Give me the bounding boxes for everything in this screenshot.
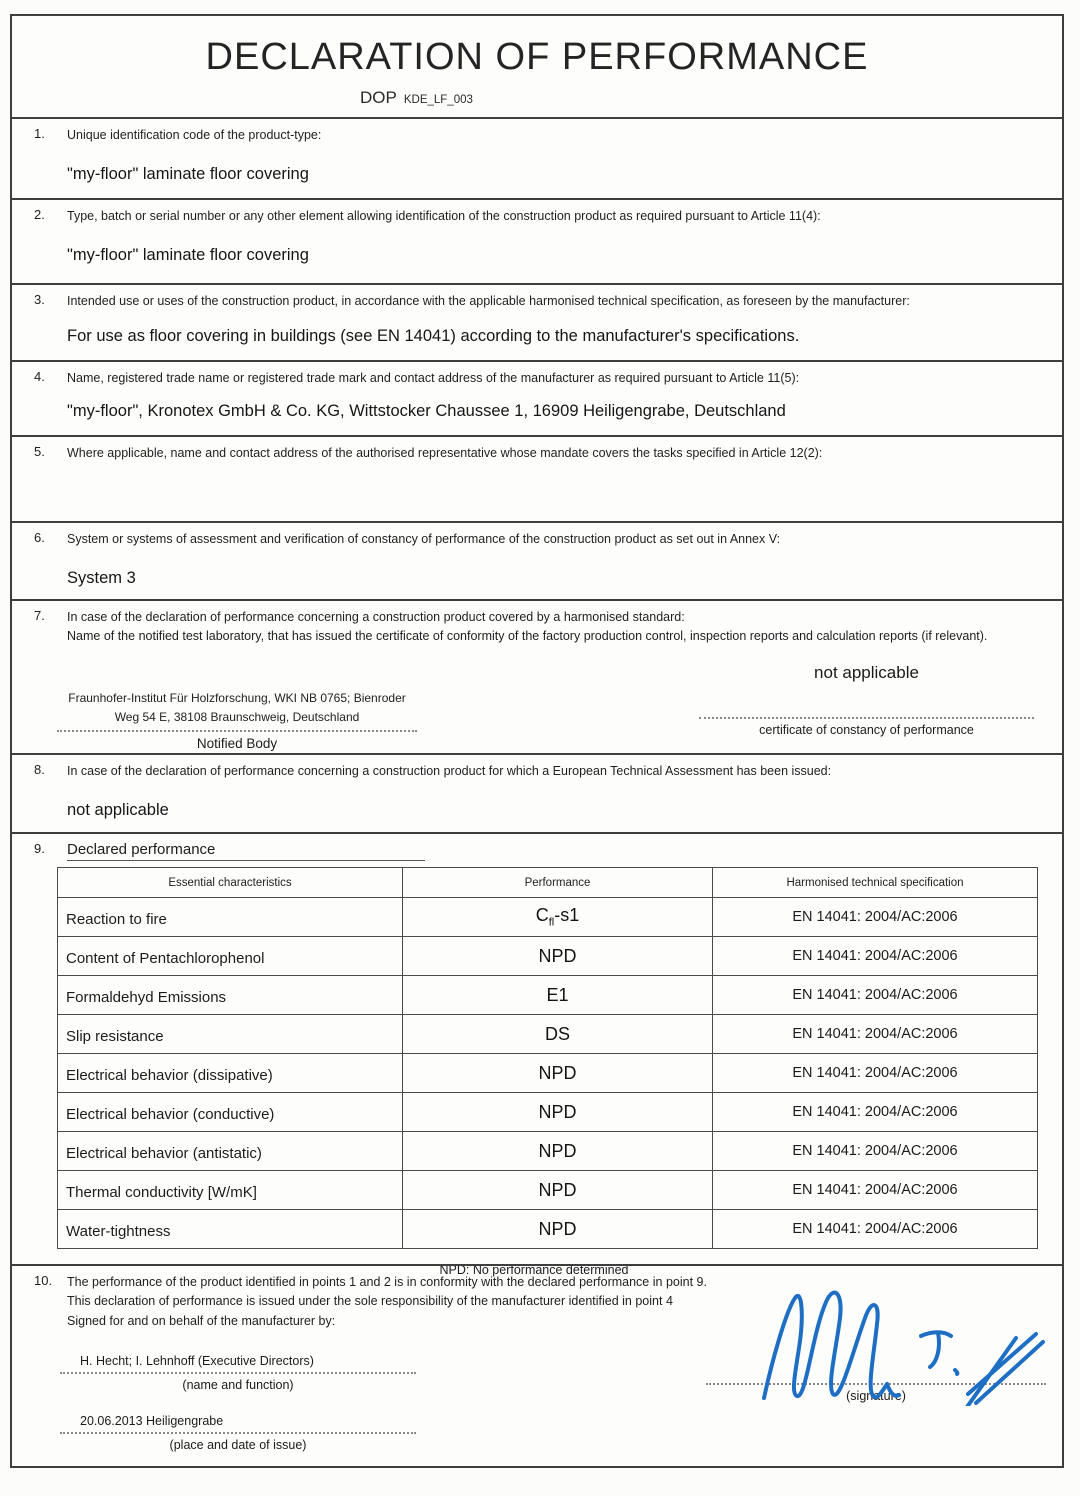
cell-performance: NPD — [403, 1132, 713, 1171]
cell-performance: NPD — [403, 1210, 713, 1249]
section-value: not applicable — [67, 801, 169, 820]
section10-line1: The performance of the product identified in points 1 and 2 is in conformity with the declared performance in point 9. — [67, 1275, 707, 1289]
certificate-rule — [699, 713, 1034, 719]
table-row — [58, 1171, 1038, 1210]
dop-label: DOP — [360, 88, 397, 107]
place-caption: (place and date of issue) — [169, 1438, 307, 1452]
table-row — [58, 1132, 1038, 1171]
signature-block — [706, 1276, 1046, 1403]
notified-body-address: Weg 54 E, 38108 Braunschweig, Deutschland — [114, 709, 360, 724]
section-number: 10. — [34, 1273, 53, 1288]
name-caption: (name and function) — [182, 1378, 294, 1392]
table-row — [58, 1093, 1038, 1132]
header-harmonised-spec: Harmonised technical specification — [713, 868, 1038, 898]
section10-line2: This declaration of performance is issued under the sole responsibility of the manufacturer identified in point 4 — [67, 1294, 673, 1309]
cell-characteristic: Electrical behavior (antistatic) — [58, 1132, 403, 1171]
section-4 — [12, 360, 1062, 435]
cell-spec: EN 14041: 2004/AC:2006 — [713, 1054, 1038, 1093]
cell-performance: DS — [403, 1015, 713, 1054]
table-row — [58, 1015, 1038, 1054]
section-value: System 3 — [67, 569, 136, 588]
section-label: In case of the declaration of performance concerning a construction product for which a European Technical Assessment has been issued: — [67, 764, 832, 778]
certificate-value: not applicable — [814, 663, 919, 682]
notified-body-rule — [57, 726, 417, 732]
npd-note: NPD: No performance determined — [439, 1263, 629, 1277]
title-block — [12, 16, 1062, 117]
section-label: System or systems of assessment and verification of constancy of performance of the construction product as set out in Annex V: — [67, 532, 781, 546]
section-number: 5. — [34, 444, 45, 459]
section-value: "my-floor" laminate floor covering — [67, 165, 309, 184]
cell-characteristic: Water-tightness — [58, 1210, 403, 1249]
table-header-row — [58, 868, 1038, 898]
cell-spec: EN 14041: 2004/AC:2006 — [713, 976, 1038, 1015]
cell-characteristic: Electrical behavior (dissipative) — [58, 1054, 403, 1093]
cell-spec: EN 14041: 2004/AC:2006 — [713, 1093, 1038, 1132]
cell-performance: NPD — [403, 937, 713, 976]
cell-characteristic: Slip resistance — [58, 1015, 403, 1054]
cell-spec: EN 14041: 2004/AC:2006 — [713, 1210, 1038, 1249]
cell-spec: EN 14041: 2004/AC:2006 — [713, 1132, 1038, 1171]
section7-label-line2: Name of the notified test laboratory, that has issued the certificate of conformity of the factory production control, inspection reports and calculation reports (if relevant). — [67, 629, 988, 644]
section-9 — [12, 832, 1062, 1277]
section-number: 2. — [34, 207, 45, 222]
section-value: "my-floor", Kronotex GmbH & Co. KG, Wittstocker Chaussee 1, 16909 Heiligengrabe, Deutschland — [67, 402, 786, 421]
section-label: Type, batch or serial number or any other element allowing identification of the construction product as required pursuant to Article 11(4): — [67, 209, 821, 223]
section-number: 7. — [34, 608, 45, 623]
notified-body-name: Fraunhofer-Institut Für Holzforschung, WKI NB 0765; Bienroder — [68, 691, 406, 705]
section-label: Where applicable, name and contact address of the authorised representative whose mandate covers the tasks specified in Article 12(2): — [67, 446, 823, 460]
section-label — [67, 608, 1044, 647]
notified-body-caption: Notified Body — [196, 736, 278, 752]
cell-performance: NPD — [403, 1171, 713, 1210]
dop-code: KDE_LF_003 — [403, 94, 473, 106]
place-rule — [60, 1428, 416, 1434]
cell-performance: NPD — [403, 1093, 713, 1132]
cell-characteristic: Thermal conductivity [W/mK] — [58, 1171, 403, 1210]
section-label: Intended use or uses of the construction product, in accordance with the applicable harmonised technical specification, as foreseen by the manufacturer: — [67, 294, 910, 308]
table-row — [58, 937, 1038, 976]
certificate-caption: certificate of constancy of performance — [759, 723, 974, 737]
header-performance: Performance — [403, 868, 713, 898]
cell-spec: EN 14041: 2004/AC:2006 — [713, 898, 1038, 937]
section-7 — [12, 599, 1062, 753]
section7-label-line1: In case of the declaration of performance concerning a construction product covered by a harmonised standard: — [67, 610, 685, 624]
cell-performance: E1 — [403, 976, 713, 1015]
section-value: For use as floor covering in buildings (see EN 14041) according to the manufacturer's specifications. — [67, 327, 800, 346]
section-10 — [12, 1264, 1062, 1470]
section-3 — [12, 283, 1062, 360]
table-row — [58, 1210, 1038, 1249]
cell-characteristic: Content of Pentachlorophenol — [58, 937, 403, 976]
performance-table — [57, 867, 1038, 1249]
handwritten-signature — [736, 1276, 1046, 1406]
section-label: Unique identification code of the product-type: — [67, 128, 322, 142]
header-essential-characteristics: Essential characteristics — [58, 868, 403, 898]
name-function-block — [60, 1354, 416, 1452]
section-number: 6. — [34, 530, 45, 545]
document-border — [10, 14, 1064, 1468]
table-row — [58, 1054, 1038, 1093]
cell-characteristic: Reaction to fire — [58, 898, 403, 937]
cell-spec: EN 14041: 2004/AC:2006 — [713, 937, 1038, 976]
table-row — [58, 898, 1038, 937]
declared-performance-title: Declared performance — [67, 841, 425, 861]
section-number: 3. — [34, 292, 45, 307]
page-title: DECLARATION OF PERFORMANCE — [205, 36, 869, 78]
signature-caption: (signature) — [846, 1389, 906, 1403]
table-row — [58, 976, 1038, 1015]
section-number: 4. — [34, 369, 45, 384]
cell-spec: EN 14041: 2004/AC:2006 — [713, 1015, 1038, 1054]
section-1 — [12, 117, 1062, 198]
section-number: 9. — [34, 841, 45, 856]
section-2 — [12, 198, 1062, 283]
section-number: 8. — [34, 762, 45, 777]
performance-table-body — [58, 898, 1038, 1249]
signer-names: H. Hecht; I. Lehnhoff (Executive Directors) — [80, 1354, 314, 1368]
certificate-block — [699, 663, 1034, 737]
section-number: 1. — [34, 126, 45, 141]
section-5 — [12, 435, 1062, 521]
dop-subtitle — [12, 88, 1062, 108]
section-6 — [12, 521, 1062, 599]
place-date-value: 20.06.2013 Heiligengrabe — [80, 1414, 224, 1428]
cell-characteristic: Electrical behavior (conductive) — [58, 1093, 403, 1132]
cell-spec: EN 14041: 2004/AC:2006 — [713, 1171, 1038, 1210]
cell-characteristic: Formaldehyd Emissions — [58, 976, 403, 1015]
section-value: "my-floor" laminate floor covering — [67, 246, 309, 265]
section10-line3: Signed for and on behalf of the manufacturer by: — [67, 1313, 336, 1328]
section-8 — [12, 753, 1062, 832]
name-rule — [60, 1368, 416, 1374]
cell-performance: $C_{fl}-s1$ — [403, 898, 713, 937]
cell-performance: NPD — [403, 1054, 713, 1093]
section-label: Name, registered trade name or registered trade mark and contact address of the manufacturer as required pursuant to Article 11(5): — [67, 371, 800, 385]
notified-body-block — [57, 689, 417, 751]
